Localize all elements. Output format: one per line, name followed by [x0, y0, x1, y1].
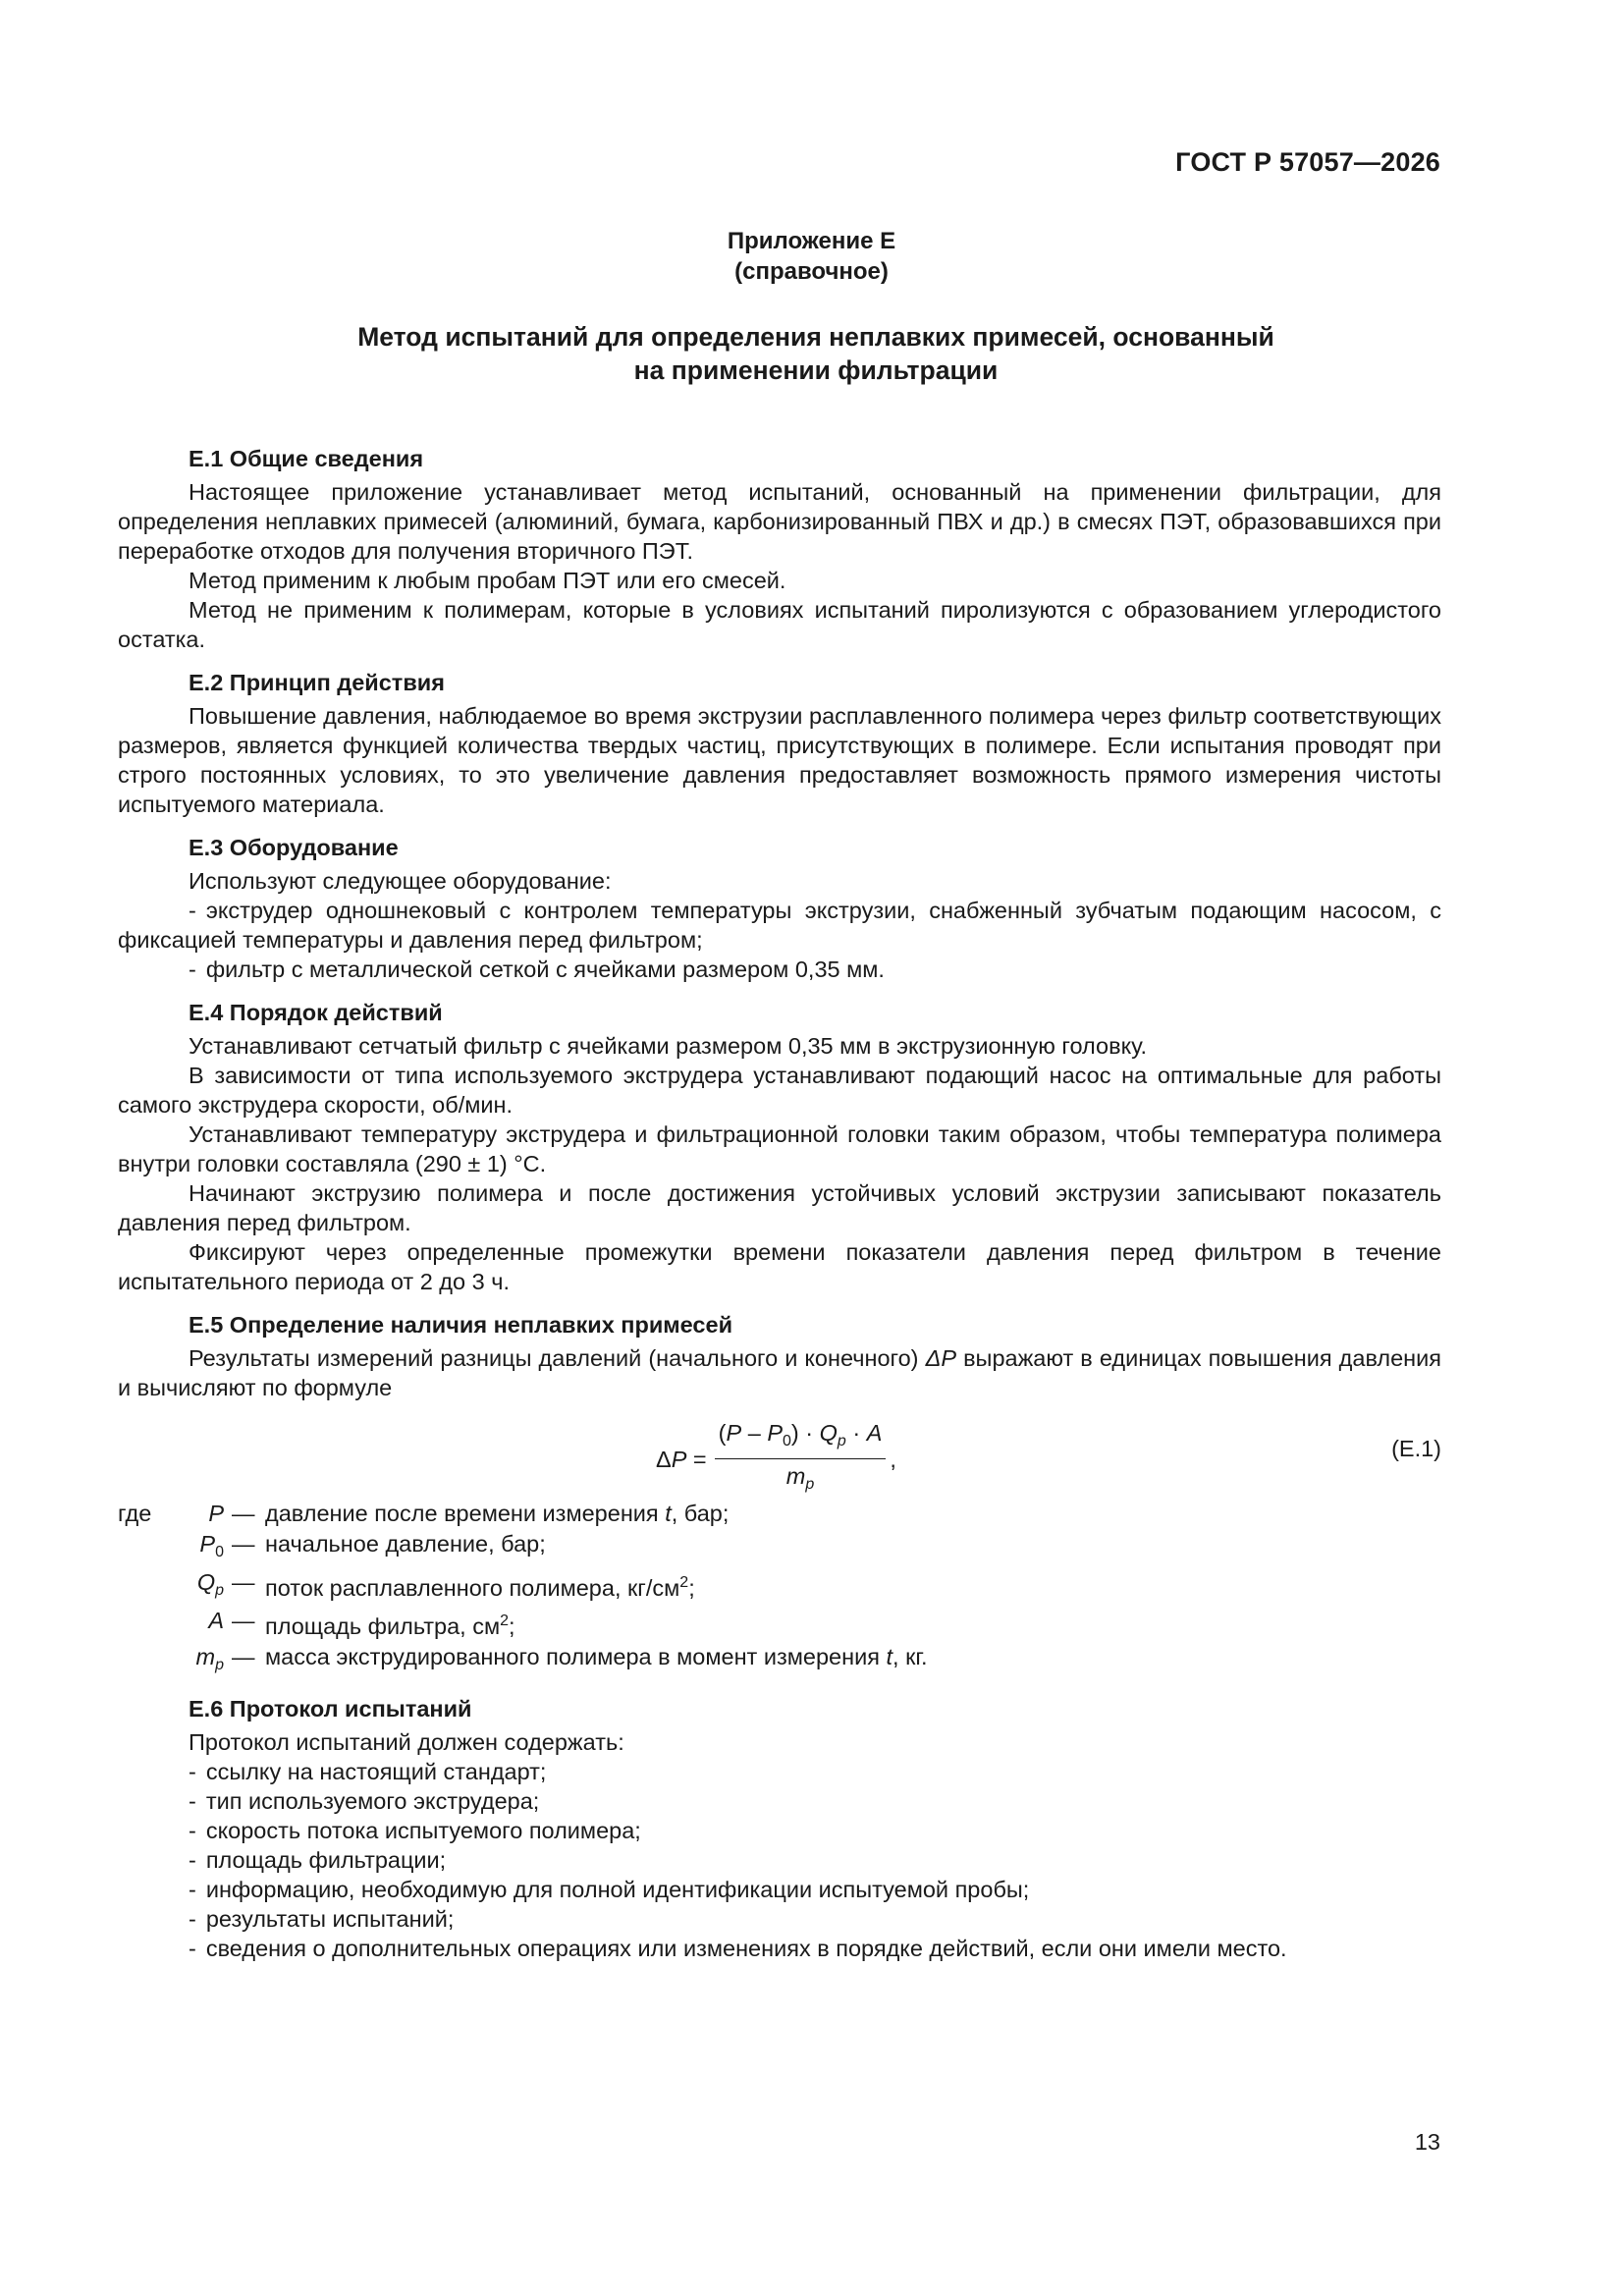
- symbol-definitions: [118, 1499, 928, 1680]
- section-heading-e6: Е.6 Протокол испытаний: [189, 1696, 472, 1722]
- paragraph: Начинают экструзию полимера и после достижения устойчивых условий экструзии записывают показатель давления перед фильтром.: [118, 1180, 1441, 1235]
- section-heading-e5: Е.5 Определение наличия неплавких примесей: [189, 1312, 733, 1338]
- annex-heading: [0, 226, 1623, 287]
- formula-denominator: $m_p$: [785, 1463, 815, 1493]
- list-dash: -: [189, 1759, 196, 1784]
- paragraph: Метод не применим к полимерам, которые в условиях испытаний пиролизуются с образованием углеродистого остатка.: [118, 597, 1441, 652]
- definition-dash: —: [232, 1608, 255, 1633]
- list-item: - тип используемого экструдера;: [189, 1788, 540, 1814]
- paragraph: В зависимости от типа используемого экструдера устанавливают подающий насос на оптимальные для работы самого экструдера скорости, об/мин.: [118, 1063, 1441, 1118]
- definition-row: [118, 1642, 928, 1680]
- definition-symbol: $m_p$: [195, 1644, 224, 1673]
- paragraph: Используют следующее оборудование:: [189, 868, 612, 894]
- list-dash: -: [189, 1818, 196, 1843]
- definition-symbol: $P_0$: [199, 1531, 224, 1560]
- section-heading-e4: Е.4 Порядок действий: [189, 1000, 443, 1025]
- section-heading-e3: Е.3 Оборудование: [189, 835, 399, 860]
- definition-dash: —: [232, 1569, 255, 1595]
- list-dash: -: [189, 1906, 196, 1932]
- paragraph: Метод применим к любым пробам ПЭТ или его смесей.: [189, 568, 786, 593]
- section-heading-e1: Е.1 Общие сведения: [189, 446, 424, 471]
- paragraph: Устанавливают температуру экструдера и фильтрационной головки таким образом, чтобы температура полимера внутри головки составляла (290 ± 1) °С.: [118, 1121, 1441, 1176]
- list-dash: -: [189, 957, 196, 982]
- list-dash: -: [189, 898, 196, 923]
- definition-row: [118, 1529, 928, 1567]
- definition-symbol: P: [208, 1501, 224, 1526]
- list-item: - площадь фильтрации;: [189, 1847, 447, 1873]
- formula-numerator: $(P - P_0) \cdot Q_p \cdot A$: [715, 1418, 887, 1459]
- list-item: - сведения о дополнительных операциях или изменениях в порядке действий, если они имели место.: [189, 1936, 1287, 1961]
- definition-text: масса экструдированного полимера в момент измерения t, кг.: [265, 1644, 928, 1669]
- delta-p-symbol: ΔP: [925, 1345, 957, 1371]
- definition-row: [118, 1499, 928, 1529]
- list-item: - информацию, необходимую для полной идентификации испытуемой пробы;: [189, 1877, 1030, 1902]
- definition-row: [118, 1567, 928, 1606]
- list-item: - фильтр с металлической сеткой с ячейками размером 0,35 мм.: [189, 957, 885, 982]
- paragraph: Настоящее приложение устанавливает метод испытаний, основанный на применении фильтрации, для определения неплавких примесей (алюминий, бумага, карбонизированный ПВХ и др.) в смесях ПЭТ, образовавшихся при переработке отходов для получения вторичного ПЭТ.: [118, 479, 1441, 564]
- list-item: - экструдер одношнековый с контролем температуры экструзии, снабженный зубчатым подающим насосом, с фиксацией температуры и давления перед фильтром;: [118, 898, 1441, 953]
- page-number: 13: [1414, 2129, 1440, 2155]
- paragraph: Протокол испытаний должен содержать:: [189, 1729, 624, 1755]
- list-item: - скорость потока испытуемого полимера;: [189, 1818, 641, 1843]
- equation-number: (Е.1): [1391, 1436, 1441, 1461]
- formula-e1: [118, 1414, 1441, 1493]
- definition-dash: —: [232, 1531, 255, 1557]
- annex-title-line-1: Метод испытаний для определения неплавких примесей, основанный: [357, 322, 1274, 352]
- list-dash: -: [189, 1788, 196, 1814]
- formula-expression: [656, 1418, 896, 1500]
- definition-text: начальное давление, бар;: [265, 1531, 546, 1557]
- formula-lhs: ΔP =: [656, 1446, 707, 1472]
- paragraph: Повышение давления, наблюдаемое во время экструзии расплавленного полимера через фильтр соответствующих размеров, является функцией количества твердых частиц, присутствующих в полимере. Если испытания проводят при строго постоянных условиях, то это увеличение давления предоставляет возможность прямого измерения чистоты испытуемого материала.: [118, 703, 1441, 817]
- list-item: - ссылку на настоящий стандарт;: [189, 1759, 547, 1784]
- definition-row: [118, 1606, 928, 1642]
- where-word: где: [118, 1501, 152, 1526]
- definition-symbol: A: [208, 1608, 224, 1633]
- document-body: [118, 430, 1441, 1963]
- paragraph: Фиксируют через определенные промежутки времени показатели давления перед фильтром в течение испытательного периода от 2 до 3 ч.: [118, 1239, 1441, 1294]
- formula-fraction: [715, 1418, 887, 1500]
- definition-dash: —: [232, 1501, 255, 1526]
- paragraph: Устанавливают сетчатый фильтр с ячейками размером 0,35 мм в экструзионную головку.: [189, 1033, 1148, 1059]
- annex-title: [118, 320, 1514, 387]
- annex-label: Приложение Е: [727, 228, 896, 254]
- definition-text: поток расплавленного полимера, $кг/см^2$;: [265, 1574, 695, 1601]
- definition-text: давление после времени измерения t, бар;: [265, 1501, 730, 1526]
- section-heading-e2: Е.2 Принцип действия: [189, 670, 445, 695]
- list-dash: -: [189, 1847, 196, 1873]
- standard-designation: ГОСТ Р 57057—2026: [1175, 147, 1440, 177]
- definition-dash: —: [232, 1644, 255, 1669]
- annex-type: (справочное): [734, 258, 889, 285]
- definition-symbol: $Q_p$: [196, 1569, 224, 1599]
- annex-title-line-2: на применении фильтрации: [633, 355, 999, 385]
- definition-text: площадь фильтра, $см^2$;: [265, 1613, 515, 1639]
- formula-comma: ,: [890, 1446, 896, 1472]
- list-item: - результаты испытаний;: [189, 1906, 455, 1932]
- list-dash: -: [189, 1877, 196, 1902]
- list-dash: -: [189, 1936, 196, 1961]
- paragraph: Результаты измерений разницы давлений (начального и конечного) ΔP выражают в единицах повышения давления и вычисляют по формуле: [118, 1345, 1442, 1400]
